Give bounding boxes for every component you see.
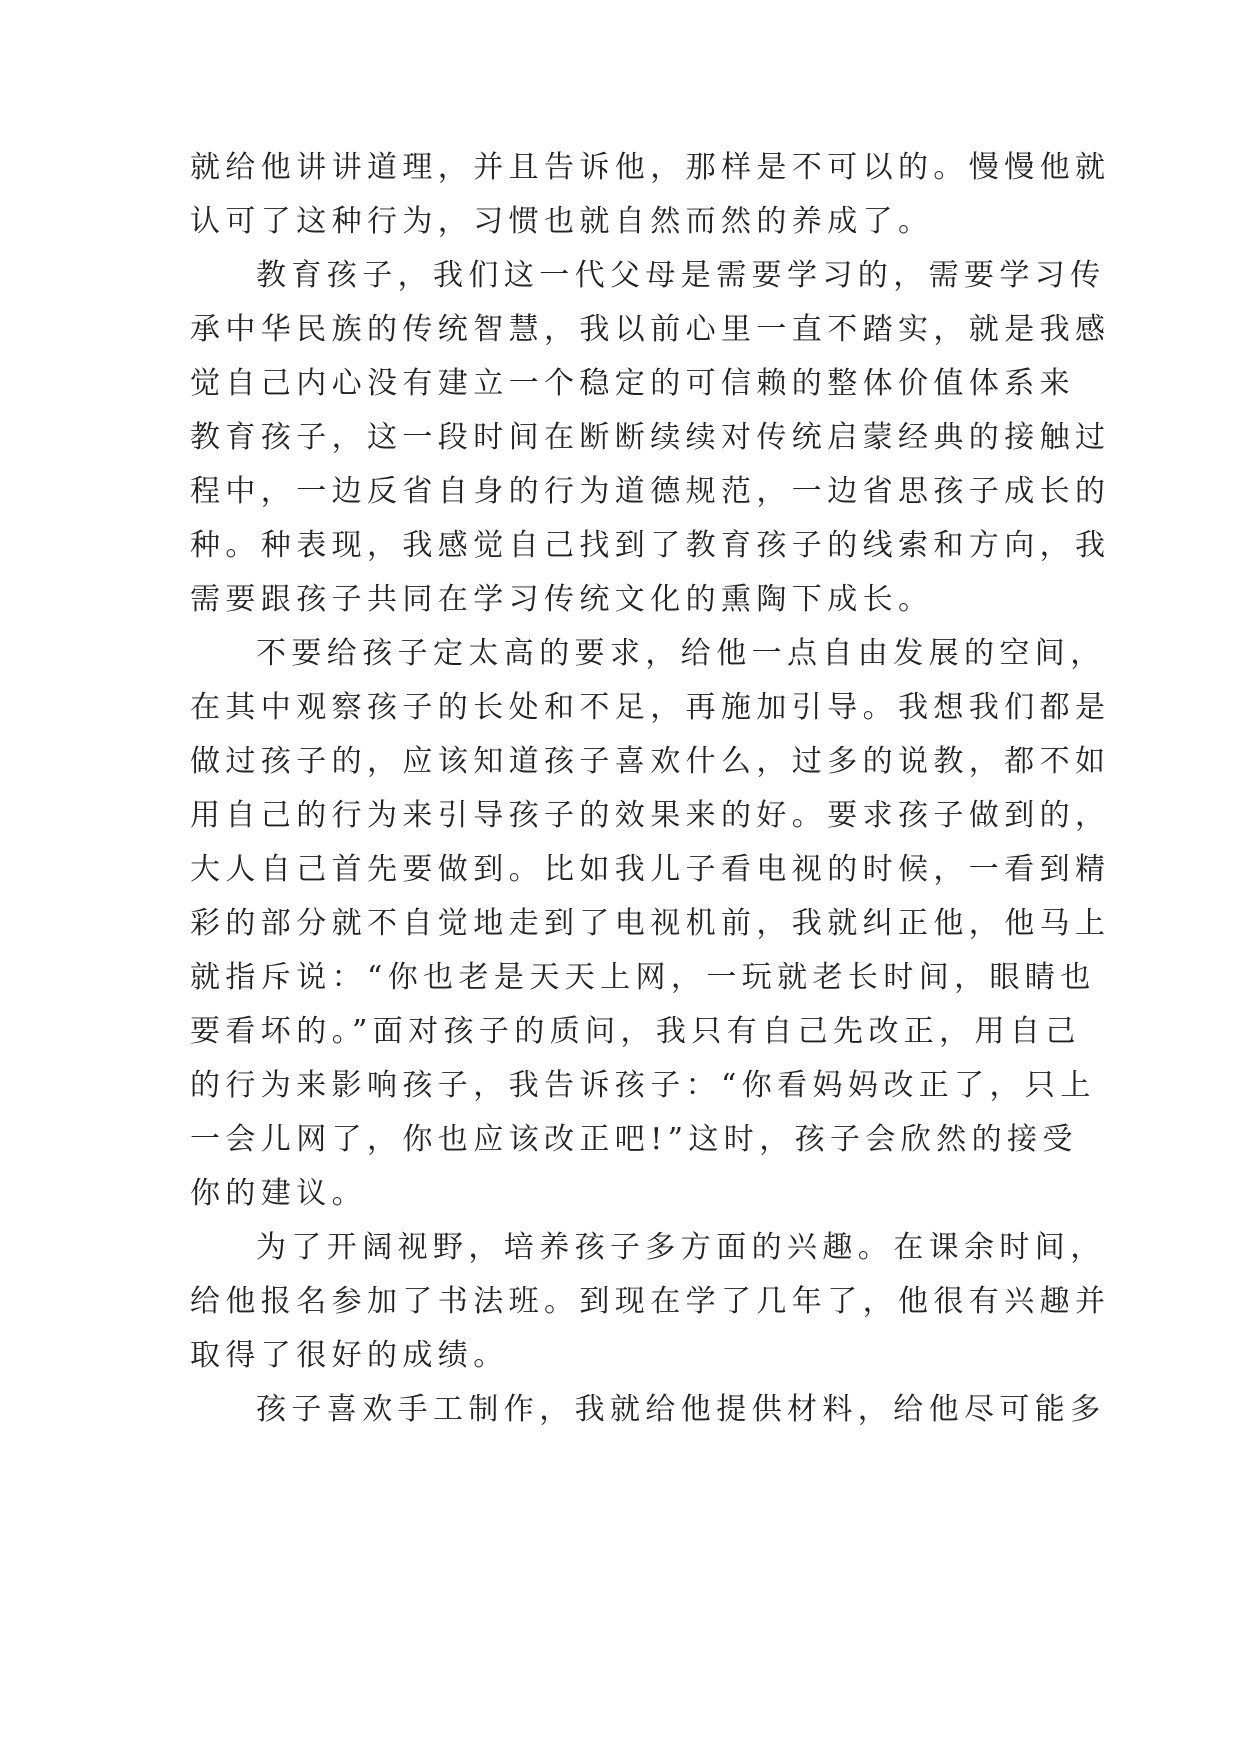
text-line: 你的建议。 bbox=[190, 1176, 367, 1211]
text-line: 为了开阔视野，培养孩子多方面的兴趣。在课余时间， bbox=[256, 1230, 1106, 1265]
text-line: 用自己的行为来引导孩子的效果来的好。要求孩子做到的， bbox=[190, 798, 1111, 833]
text-line: 的行为来影响孩子，我告诉孩子：“你看妈妈改正了，只上 bbox=[190, 1068, 1096, 1103]
text-line: 要看坏的。”面对孩子的质问，我只有自己先改正，用自己 bbox=[190, 1014, 1081, 1049]
text-line: 种。种表现，我感觉自己找到了教育孩子的线索和方向，我 bbox=[190, 528, 1111, 563]
text-line: 教育孩子，这一段时间在断断续续对传统启蒙经典的接触过 bbox=[190, 420, 1111, 455]
text-line: 做过孩子的，应该知道孩子喜欢什么，过多的说教，都不如 bbox=[190, 744, 1111, 779]
text-line: 就给他讲讲道理，并且告诉他，那样是不可以的。慢慢他就 bbox=[190, 150, 1111, 185]
text-line: 就指斥说：“你也老是天天上网，一玩就老长时间，眼睛也 bbox=[190, 960, 1096, 995]
text-line: 需要跟孩子共同在学习传统文化的熏陶下成长。 bbox=[190, 582, 934, 617]
text-line: 彩的部分就不自觉地走到了电视机前，我就纠正他，他马上 bbox=[190, 906, 1111, 941]
text-line: 一会儿网了，你也应该改正吧!”这时，孩子会欣然的接受 bbox=[190, 1122, 1078, 1157]
text-line: 程中，一边反省自身的行为道德规范，一边省思孩子成长的 bbox=[190, 474, 1111, 509]
text-line: 认可了这种行为，习惯也就自然而然的养成了。 bbox=[190, 204, 934, 239]
text-line: 承中华民族的传统智慧，我以前心里一直不踏实，就是我感 bbox=[190, 312, 1111, 347]
text-line: 在其中观察孩子的长处和不足，再施加引导。我想我们都是 bbox=[190, 690, 1111, 725]
text-line: 取得了很好的成绩。 bbox=[190, 1338, 509, 1373]
text-line: 教育孩子，我们这一代父母是需要学习的，需要学习传 bbox=[256, 258, 1106, 293]
text-line: 不要给孩子定太高的要求，给他一点自由发展的空间， bbox=[256, 636, 1106, 671]
text-line: 觉自己内心没有建立一个稳定的可信赖的整体价值体系来 bbox=[190, 366, 1075, 401]
text-line: 大人自己首先要做到。比如我儿子看电视的时候，一看到精 bbox=[190, 852, 1111, 887]
text-line: 给他报名参加了书法班。到现在学了几年了，他很有兴趣并 bbox=[190, 1284, 1111, 1319]
text-line: 孩子喜欢手工制作，我就给他提供材料，给他尽可能多 bbox=[256, 1392, 1106, 1427]
